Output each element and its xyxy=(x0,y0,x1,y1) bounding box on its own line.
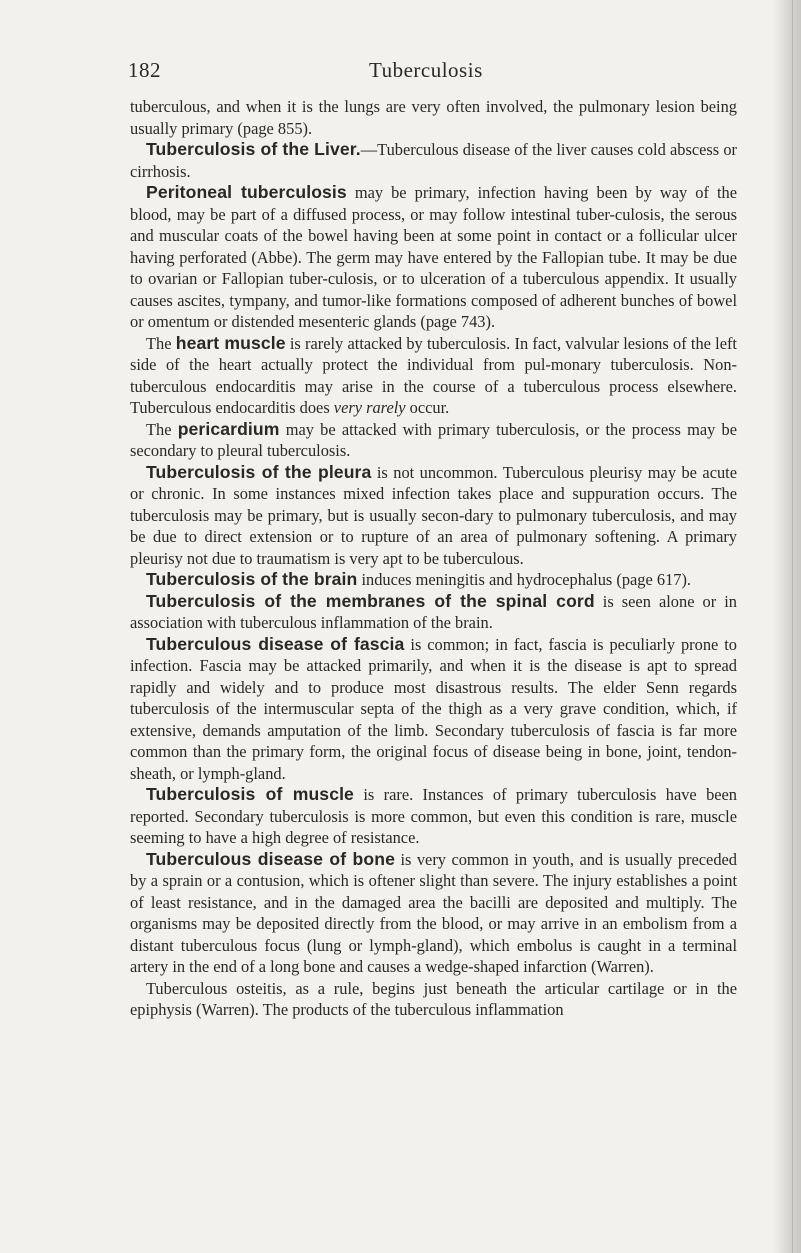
section-heading: Tuberculous disease of bone xyxy=(146,848,395,869)
paragraph-fascia xyxy=(130,634,737,785)
paragraph-liver xyxy=(130,139,737,182)
paragraph-text: is common; in fact, fascia is peculiarly prone to infection. Fascia may be attacked primarily, and when it is the disease is apt to spread rapidly and widely and to produce most disastrous results. The elder Senn regards tuberculosis of the intermuscular septa of the thigh as a very grave condition, which, if extensive, demands amputation of the limb. Secondary tuberculosis of fascia is far more common than the primary form, the original focus of disease being in bone, joint, tendon-sheath, or lymph-gland. xyxy=(130,634,737,783)
paragraph-text: induces meningitis and hydrocephalus (page 617). xyxy=(357,570,692,589)
section-heading: Peritoneal tuberculosis xyxy=(146,182,347,202)
section-heading: Tuberculosis of the brain xyxy=(146,569,358,589)
paragraph-text: is rarely attacked by tuberculosis. In fact, valvular lesions of the left side of the heart actually protect the individual from pul-monary tuberculosis. Non-tuberculous endocarditis may arise in the course of a tuberculous process elsewhere. Tuberculous endocarditis does xyxy=(130,333,737,417)
paragraph-continuation xyxy=(130,96,737,139)
paragraph-pericardium xyxy=(130,419,737,462)
page-header xyxy=(128,58,738,86)
body-text xyxy=(130,96,737,1021)
paragraph-text: tuberculous, and when it is the lungs are very often involved, the pulmonary lesion being usually primary (page 855). xyxy=(130,97,737,138)
paragraph-text: —Tuberculous disease of the liver causes cold abscess or cirrhosis. xyxy=(130,140,737,181)
paragraph-text: is seen alone or in association with tuberculous inflammation of the brain. xyxy=(130,591,737,632)
section-heading: Tuberculosis of muscle xyxy=(146,784,354,804)
page-edge-line xyxy=(792,0,793,1253)
paragraph-heart-muscle xyxy=(130,333,737,419)
section-heading: heart muscle xyxy=(175,332,286,353)
paragraph-lead: The xyxy=(146,333,176,353)
section-heading: Tuberculosis of the pleura xyxy=(146,461,372,482)
running-title: Tuberculosis xyxy=(369,58,483,82)
paragraph-tail: occur. xyxy=(405,398,450,417)
paragraph-brain xyxy=(130,569,737,591)
page-number: 182 xyxy=(128,58,161,82)
paragraph-spinal-cord xyxy=(130,591,737,634)
paragraph-bone xyxy=(130,849,737,978)
paragraph-text: Tuberculous osteitis, as a rule, begins just beneath the articular cartilage or in the epiphysis (Warren). The products of the tuberculous inflammation xyxy=(130,978,737,1019)
paragraph-text: is not uncommon. Tuberculous pleurisy may be acute or chronic. In some instances mixed infection takes place and suppuration occurs. The tuberculosis may be primary, but is usually secon-dary to pulmonary tuberculosis, and may be due to direct extension or to rupture of an area of pulmonary softening. A primary pleurisy not due to traumatism is very apt to be tuberculous. xyxy=(130,462,737,568)
page-edge-shadow xyxy=(773,0,801,1253)
section-heading: Tuberculosis of the membranes of the spinal cord xyxy=(146,590,595,611)
paragraph-pleura xyxy=(130,462,737,570)
section-heading: Tuberculous disease of fascia xyxy=(146,633,405,654)
paragraph-text: is very common in youth, and is usually preceded by a sprain or a contusion, which is oftener slight than severe. The injury establishes a point of least resistance, and in the damaged area the bacilli are deposited and multiply. The organisms may be deposited directly from the blood, or may arrive in an embolism from a distant tuberculous focus (lung or lymph-gland), which embolus is caught in a terminal artery in the end of a long bone and causes a wedge-shaped infarction (Warren). xyxy=(130,849,737,976)
paragraph-text: may be attacked with primary tuberculosis, or the process may be secondary to pleural tuberculosis. xyxy=(130,419,737,460)
section-heading: Tuberculosis of the Liver. xyxy=(146,139,361,159)
emphasis-text: very rarely xyxy=(333,398,406,417)
paragraph-text: may be primary, infection having been by way of the blood, may be part of a diffused process, or may follow intestinal tuber-culosis, the serous and muscular coats of the bowel having been at some point in contact or a follicular ulcer having perforated (Abbe). The germ may have entered by the Fallopian tube. It may be due to ovarian or Fallopian tuber-culosis, or to ulceration of a tuberculous appendix. It usually causes ascites, tympany, and tumor-like formations composed of adherent bunches of bowel or omentum or distended mesenteric glands (page 743). xyxy=(130,183,737,331)
paragraph-peritoneal xyxy=(130,182,737,333)
section-heading: pericardium xyxy=(177,418,280,439)
paragraph-lead: The xyxy=(146,419,178,439)
paragraph-osteitis xyxy=(130,978,737,1021)
paragraph-text: is rare. Instances of primary tuberculosis have been reported. Secondary tuberculosis is more common, but even this condition is rare, muscle seeming to have a high degree of resistance. xyxy=(130,785,738,847)
paragraph-muscle xyxy=(130,784,737,849)
